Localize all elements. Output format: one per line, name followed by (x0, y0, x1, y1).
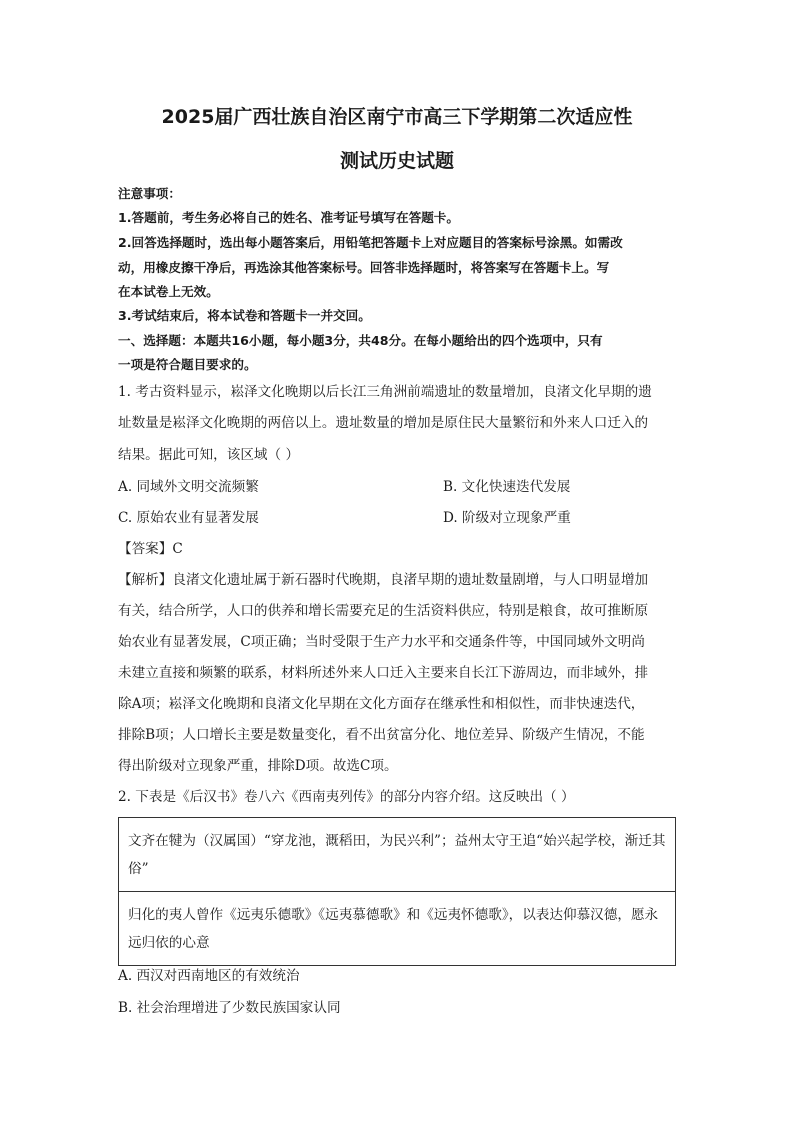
section-heading-cont: 一项是符合题目要求的。 (118, 357, 257, 372)
document-title-line-2: 测试历史试题 (339, 150, 454, 172)
q1-analysis-line-7: 得出阶级对立现象严重，排除D项。故选C项。 (118, 758, 398, 774)
q1-answer: 【答案】C (118, 541, 183, 557)
q1-analysis-line-6: 排除B项；人口增长主要是数量变化，看不出贫富分化、地位差异、阶级产生情况，不能 (118, 727, 645, 743)
q1-analysis-line-5: 除A项；崧泽文化晚期和良渚文化早期在文化方面存在继承性和相似性，而非快速迭代， (118, 696, 645, 712)
q1-option-c: C. 原始农业有显著发展 (118, 510, 259, 526)
table-row (119, 892, 676, 966)
notes-item-2-cont: 动，用橡皮擦干净后，再选涂其他答案标号。回答非选择题时，将答案写在答题卡上。写 (118, 260, 610, 275)
notes-heading: 注意事项： (118, 186, 181, 201)
q1-option-a: A. 同域外文明交流频繁 (118, 479, 259, 495)
q2-option-b: B. 社会治理增进了少数民族国家认同 (118, 1000, 341, 1016)
q2-stem: 2. 下表是《后汉书》卷八六《西南夷列传》的部分内容介绍。这反映出（ ） (118, 789, 575, 805)
q1-option-b: B. 文化快速迭代发展 (443, 479, 571, 495)
q2-source-table (118, 817, 676, 966)
q2-source-row-1: 文齐在犍为（汉属国）“穿龙池，溉稻田，为民兴利”；益州太守王追“始兴起学校，渐迁其俗” (119, 818, 676, 892)
document-title-line-1: 2025届广西壮族自治区南宁市高三下学期第二次适应性 (161, 106, 633, 128)
notes-item-1: 1.答题前，考生务必将自己的姓名、准考证号填写在答题卡。 (118, 210, 459, 225)
q1-stem-line-1: 1. 考古资料显示，崧泽文化晚期以后长江三角洲前端遗址的数量增加，良渚文化早期的遗 (118, 384, 652, 400)
table-row (119, 818, 676, 892)
notes-item-3: 3.考试结束后，将本试卷和答题卡一并交回。 (118, 308, 371, 323)
q1-stem-line-2: 址数量是崧泽文化晚期的两倍以上。遗址数量的增加是原住民大量繁衍和外来人口迁入的 (118, 415, 649, 431)
q1-analysis-line-1: 【解析】良渚文化遗址属于新石器时代晚期，良渚早期的遗址数量剧增，与人口明显增加 (118, 572, 649, 588)
q1-analysis-line-3: 始农业有显著发展，C项正确；当时受限于生产力水平和交通条件等，中国同域外文明尚 (118, 634, 645, 650)
q2-source-row-2: 归化的夷人曾作《远夷乐德歌》《远夷慕德歌》和《远夷怀德歌》，以表达仰慕汉德，愿永远归依的心意 (119, 892, 676, 966)
notes-item-2-end: 在本试卷上无效。 (118, 284, 219, 299)
q1-option-d: D. 阶级对立现象严重 (443, 510, 571, 526)
q2-option-a: A. 西汉对西南地区的有效统治 (118, 968, 300, 984)
q1-stem-line-3: 结果。据此可知，该区域（ ） (118, 447, 300, 463)
q1-analysis-line-4: 未建立直接和频繁的联系，材料所述外来人口迁入主要来自长江下游周边，而非域外，排 (118, 665, 649, 681)
q1-analysis-line-2: 有关，结合所学，人口的供养和增长需要充足的生活资料供应，特别是粮食，故可推断原 (118, 603, 649, 619)
section-heading: 一、选择题：本题共16小题，每小题3分，共48分。在每小题给出的四个选项中，只有 (118, 333, 603, 348)
notes-item-2: 2.回答选择题时，选出每小题答案后，用铅笔把答题卡上对应题目的答案标号涂黑。如需改 (118, 235, 623, 250)
